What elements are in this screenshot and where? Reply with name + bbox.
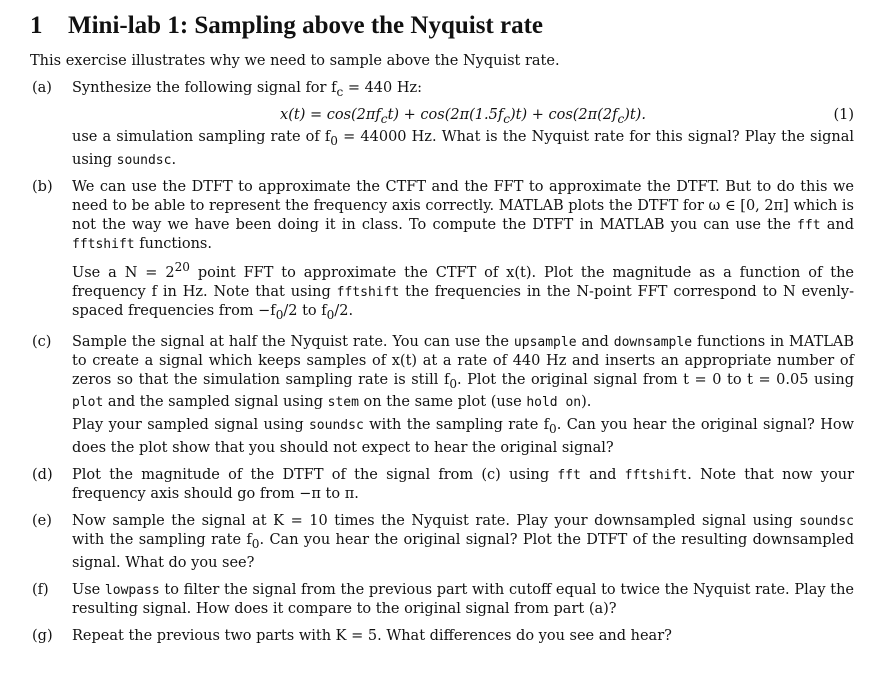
exercise-label: (g) [32,628,53,645]
exercise-paragraph: We can use the DTFT to approximate the CTFT and the FFT to approximate the DTFT. But to do this we need to be able to represent the frequency axis correctly. MATLAB plots the DTFT for ω ∈ [0, 2π] which is not the way we have been doing it in class. To compute the DTFT in MATLAB you can use the fft and fftshift functions. [72,178,854,252]
exercise-list [30,79,854,646]
math-script: 0 [251,537,260,552]
exercise-item [30,466,854,504]
math-script: c [503,111,510,126]
inline-code: stem [327,395,359,411]
exercise-paragraph: Repeat the previous two parts with K = 5. What differences do you see and hear? [72,628,672,645]
exercise-label: (b) [32,178,53,195]
math-script: 0 [275,307,284,322]
inline-code: plot [72,395,104,411]
exercise-body [72,581,854,619]
math-script: 0 [326,307,335,322]
exercise-item [30,581,854,619]
inline-code: fftshift [72,236,135,252]
inline-code: lowpass [104,583,160,599]
exercise-label: (f) [32,582,49,599]
exercise-body [72,333,854,459]
exercise-body [72,79,854,170]
exercise-paragraph: Play your sampled signal using soundsc with the sampling rate $f_0$. Can you hear the original signal? How does the plot show that you should not expect to hear the original signal? [72,417,854,457]
math-script: c [617,111,625,126]
equation-expression: $x(t) = \cos(2\pi f_ct) + \cos(2\pi(1.5f_c)t) + \cos(2\pi(2f_c)t)$. [280,106,646,126]
exercise-body [72,512,854,573]
inline-code: soundsc [799,514,854,530]
exercise-body [72,466,854,504]
exercise-paragraph: Now sample the signal at K = 10 times the Nyquist rate. Play your downsampled signal using soundsc with the sampling rate $f_0$. Can you hear the original signal? Plot the DTFT of the resulting downsampled signal. What do you see? [72,513,854,572]
intro-paragraph: This exercise illustrates why we need to sample above the Nyquist rate. [30,53,560,69]
exercise-body [72,178,854,325]
inline-code: fft [557,468,581,484]
section-title: Mini-lab 1: Sampling above the Nyquist rate [68,12,544,39]
section-heading [30,12,854,40]
inline-code: soundsc [308,418,364,434]
math-script: 0 [549,422,557,437]
math-script: c [380,111,388,126]
inline-code: upsample [513,334,577,350]
equation-number: (1) [833,106,854,123]
math-script: 20 [174,259,190,274]
exercise-label: (c) [32,333,52,350]
math-script: 0 [330,133,338,148]
inline-code: hold on [526,395,582,411]
exercise-paragraph: Plot the magnitude of the DTFT of the signal from (c) using fft and fftshift. Note that now your frequency axis should go from −π to π. [72,467,855,503]
exercise-item [30,512,854,573]
inline-code: downsample [613,334,693,350]
exercise-paragraph: Use a $N = 2^{20}$ point FFT to approximate the CTFT of x(t). Plot the magnitude as a function of the frequency f in Hz. Note that using fftshift the frequencies in the N-point FFT correspond to N evenly-spaced frequencies from $-f_0/2$ to $f_0/2$. [72,259,854,322]
inline-code: fftshift [336,284,400,300]
exercise-label: (a) [32,80,52,96]
inline-code: soundsc [116,152,172,168]
section-number: 1 [30,12,43,39]
exercise-paragraph: Use lowpass to filter the signal from the previous part with cutoff equal to twice the Nyquist rate. Play the resulting signal. How does it compare to the original signal from part (a)? [72,582,854,618]
math-script: 0 [449,376,458,391]
exercise-label: (e) [32,513,52,530]
exercise-paragraph: use a simulation sampling rate of $f_0 = 44000$ Hz. What is the Nyquist rate for this signal? Play the signal using soundsc. [72,128,854,168]
inline-code: fft [797,217,821,233]
exercise-item [30,627,854,646]
exercise-item [30,178,854,325]
exercise-label: (d) [32,467,53,484]
exercise-item [30,333,854,459]
exercise-paragraph: Sample the signal at half the Nyquist rate. You can use the upsample and downsample functions in MATLAB to create a signal which keeps samples of x(t) at a rate of 440 Hz and inserts an appropriate number of zeros so that the simulation sampling rate is still $f_0$. Plot the original signal from t = 0 to t = 0.05 using plot and the sampled signal using stem on the same plot (use hold on). [72,333,854,411]
exercise-item [30,79,854,170]
math-script: c [336,84,344,99]
inline-code: fftshift [624,468,688,484]
exercise-body [72,627,854,646]
exercise-paragraph: Synthesize the following signal for $f_c = 440$ Hz: [72,80,423,99]
equation [72,102,854,128]
